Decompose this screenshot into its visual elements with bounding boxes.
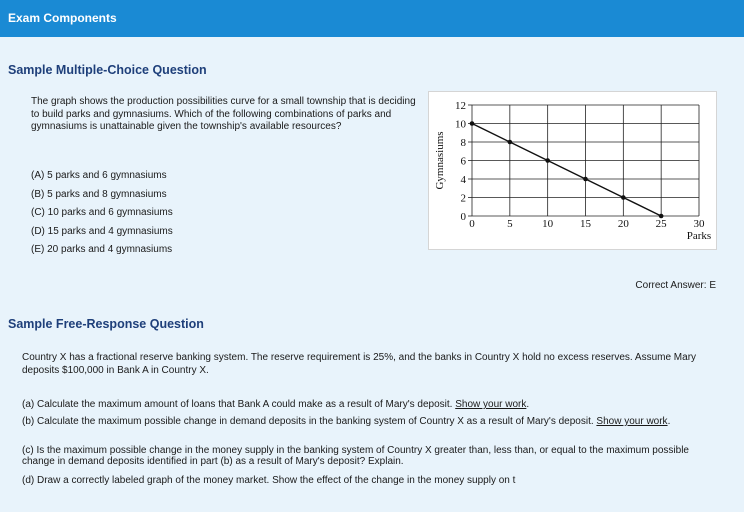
x-tick-label-4: 20 [617, 218, 629, 230]
ppc-graph [428, 91, 717, 250]
x-tick-label-6: 30 [693, 218, 705, 230]
ppc-point-5 [659, 214, 664, 219]
frq-part-b [22, 417, 722, 428]
y-tick-label-4: 8 [460, 137, 466, 149]
choice-b: (B) 5 parks and 8 gymnasiums [31, 189, 167, 200]
frq-part-b-text: (b) Calculate the maximum possible change in demand deposits in the banking system of Country X as a result of Mary's deposit. [22, 416, 597, 427]
y-tick-label-1: 2 [460, 192, 466, 205]
choice-c: (C) 10 parks and 6 gymnasiums [31, 207, 173, 218]
choice-e: (E) 20 parks and 4 gymnasiums [31, 244, 173, 255]
frq-section-title: Sample Free-Response Question [8, 317, 204, 331]
header-bar [0, 0, 744, 37]
frq-part-b-emphasis: Show your work [596, 416, 668, 427]
frq-part-a-emphasis: Show your work [455, 399, 527, 410]
mcq-question-text: The graph shows the production possibilities curve for a small township that is deciding to build parks and gymnasiums. Which of the following combinations of parks and gymnasiums is unattainable given the township's available resources? [31, 96, 416, 132]
ppc-chart-svg [429, 92, 716, 249]
y-tick-label-3: 6 [460, 155, 466, 168]
y-tick-label-2: 4 [460, 174, 466, 186]
ppc-point-2 [545, 158, 550, 163]
y-tick-label-0: 0 [460, 211, 466, 223]
frq-part-c: (c) Is the maximum possible change in the money supply in the banking system of Country X greater than, less than, or equal to the maximum possible change in demand deposits identified in part (b) as a result of Mary's deposit? Explain. [22, 445, 689, 467]
ppc-line-0 [472, 124, 661, 217]
x-tick-label-5: 25 [655, 218, 667, 230]
frq-part-b-tail: . [667, 416, 671, 427]
ppc-point-4 [621, 195, 626, 200]
frq-intro-text: Country X has a fractional reserve banking system. The reserve requirement is 25%, and the banks in Country X hold no excess reserves. Assume Mary deposits $100,000 in Bank A in Country X. [22, 352, 697, 376]
ppc-point-3 [583, 177, 588, 182]
x-tick-label-1: 5 [507, 218, 513, 230]
correct-answer: Correct Answer: E [635, 280, 716, 291]
x-axis-label: Parks [686, 230, 712, 242]
y-tick-label-6: 12 [455, 100, 466, 112]
x-tick-label-3: 15 [580, 218, 591, 230]
frq-part-a-text: (a) Calculate the maximum amount of loans that Bank A could make as a result of Mary's deposit. [22, 399, 456, 410]
ppc-point-1 [508, 140, 513, 145]
frq-part-a-tail: . [526, 399, 530, 410]
frq-part-d: (d) Draw a correctly labeled graph of the money market. Show the effect of the change in the money supply on t [22, 475, 516, 486]
frq-part-a [22, 400, 722, 411]
page-title: Exam Components [8, 11, 117, 25]
x-tick-label-2: 10 [542, 218, 554, 230]
choice-a: (A) 5 parks and 6 gymnasiums [31, 170, 167, 181]
x-tick-label-0: 0 [469, 218, 475, 230]
ppc-point-0 [470, 121, 475, 126]
y-axis-label: Gymnasiums [434, 131, 446, 190]
choice-d: (D) 15 parks and 4 gymnasiums [31, 226, 173, 237]
y-tick-label-5: 10 [455, 118, 466, 131]
mcq-section-title: Sample Multiple-Choice Question [8, 63, 207, 77]
